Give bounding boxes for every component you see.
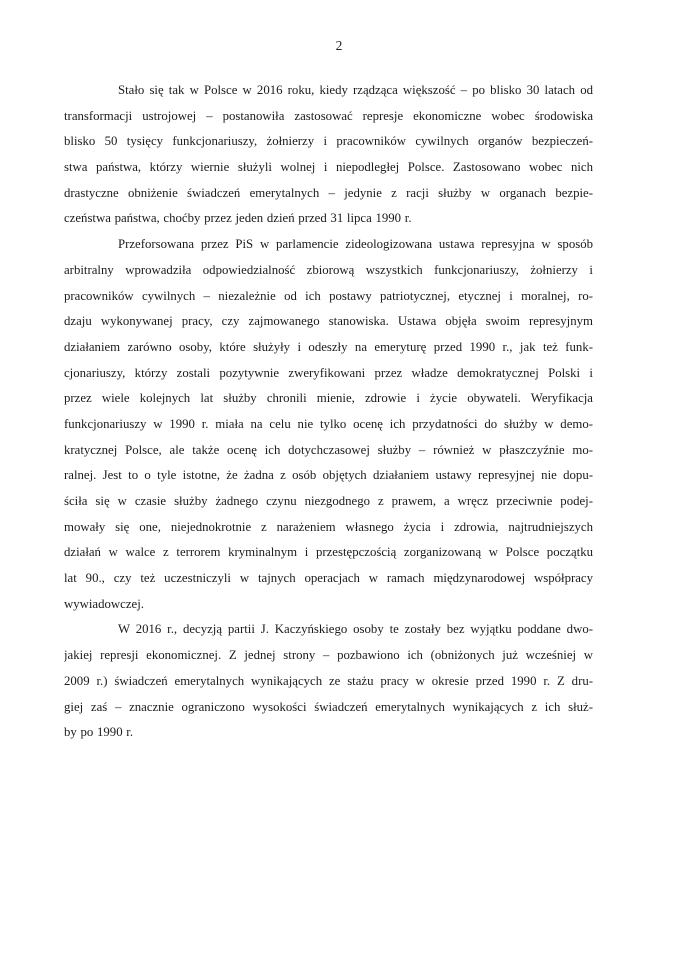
text-line: pracowników cywilnych – niezależnie od ich postawy patriotycznej, etycznej i moralnej, ro-: [64, 288, 593, 303]
text-line: drastyczne obniżenie świadczeń emerytalnych – jedynie z racji służby w organach bezpie-: [64, 185, 593, 200]
text-line: ralnej. Jest to o tyle istotne, że żadna z osób objętych działaniem ustawy represyjnej nie dopu-: [64, 468, 593, 483]
text-line: jakiej represji ekonomicznej. Z jednej strony – pozbawiono ich (obniżonych już wcześniej w: [64, 648, 593, 663]
text-line: działań w walce z terrorem kryminalnym i przestępczością zorganizowaną w Polsce początku: [64, 545, 593, 560]
text-line: funkcjonariuszy w 1990 r. miała na celu nie tylko ocenę ich przydatności do służby w demo-: [64, 416, 593, 431]
text-line: blisko 50 tysięcy funkcjonariuszy, żołnierzy i pracowników cywilnych organów bezpieczeń-: [64, 134, 593, 149]
text-line: stwa państwa, którzy wiernie służyli wolnej i niepodległej Polsce. Zastosowano wobec nich: [64, 160, 593, 175]
text-line: giej zaś – znacznie ograniczono wysokości świadczeń emerytalnych wynikających z ich służ-: [64, 699, 593, 714]
text-line: 2009 r.) świadczeń emerytalnych wynikających ze stażu pracy w okresie przed 1990 r. Z dru-: [64, 673, 593, 688]
text-line: działaniem zarówno osoby, które służyły i odeszły na emeryturę przed 1990 r., jak też funk-: [64, 339, 593, 354]
paragraph: [64, 617, 593, 745]
text-line: przez wiele kolejnych lat służby chronili mienie, zdrowie i życie obywateli. Weryfikacja: [64, 391, 593, 406]
text-line: Stało się tak w Polsce w 2016 roku, kiedy rządząca większość – po blisko 30 latach od: [118, 83, 593, 97]
text-line: ściła się w czasie służby żadnego czynu niezgodnego z prawem, a wręcz przeciwnie podej-: [64, 494, 593, 508]
text-line: czeństwa państwa, choćby przez jeden dzień przed 31 lipca 1990 r.: [64, 211, 412, 226]
text-line: Przeforsowana przez PiS w parlamencie zideologizowana ustawa represyjna w sposób: [118, 237, 593, 252]
text-line: cjonariuszy, którzy zostali pozytywnie zweryfikowani przez władze demokratycznej Polski i: [64, 365, 593, 380]
document-body: [64, 78, 593, 746]
text-line: lat 90., czy też uczestniczyli w tajnych operacjach w ramach międzynarodowej współpracy: [64, 571, 593, 586]
text-line: mowały się one, niejednokrotnie z narażeniem własnego życia i zdrowia, najtrudniejszych: [64, 519, 593, 534]
text-line: W 2016 r., decyzją partii J. Kaczyńskiego osoby te zostały bez wyjątku poddane dwo-: [118, 622, 593, 637]
text-line: kratycznej Polsce, ale także ocenę ich dotychczasowej służby – również w płaszczyźnie mo-: [64, 442, 593, 457]
paragraph: [64, 78, 593, 232]
paragraph: [64, 232, 593, 617]
text-line: by po 1990 r.: [64, 725, 134, 740]
text-line: transformacji ustrojowej – postanowiła zastosować represje ekonomiczne wobec środowiska: [64, 108, 593, 123]
text-line: arbitralny wprowadziła odpowiedzialność zbiorową wszystkich funkcjonariuszy, żołnierzy i: [64, 262, 593, 277]
page-number: 2: [335, 38, 343, 53]
text-line: wywiadowczej.: [64, 596, 144, 611]
text-line: dzaju wykonywanej pracy, czy zajmowanego stanowiska. Ustawa objęła swoim represyjnym: [64, 314, 593, 329]
